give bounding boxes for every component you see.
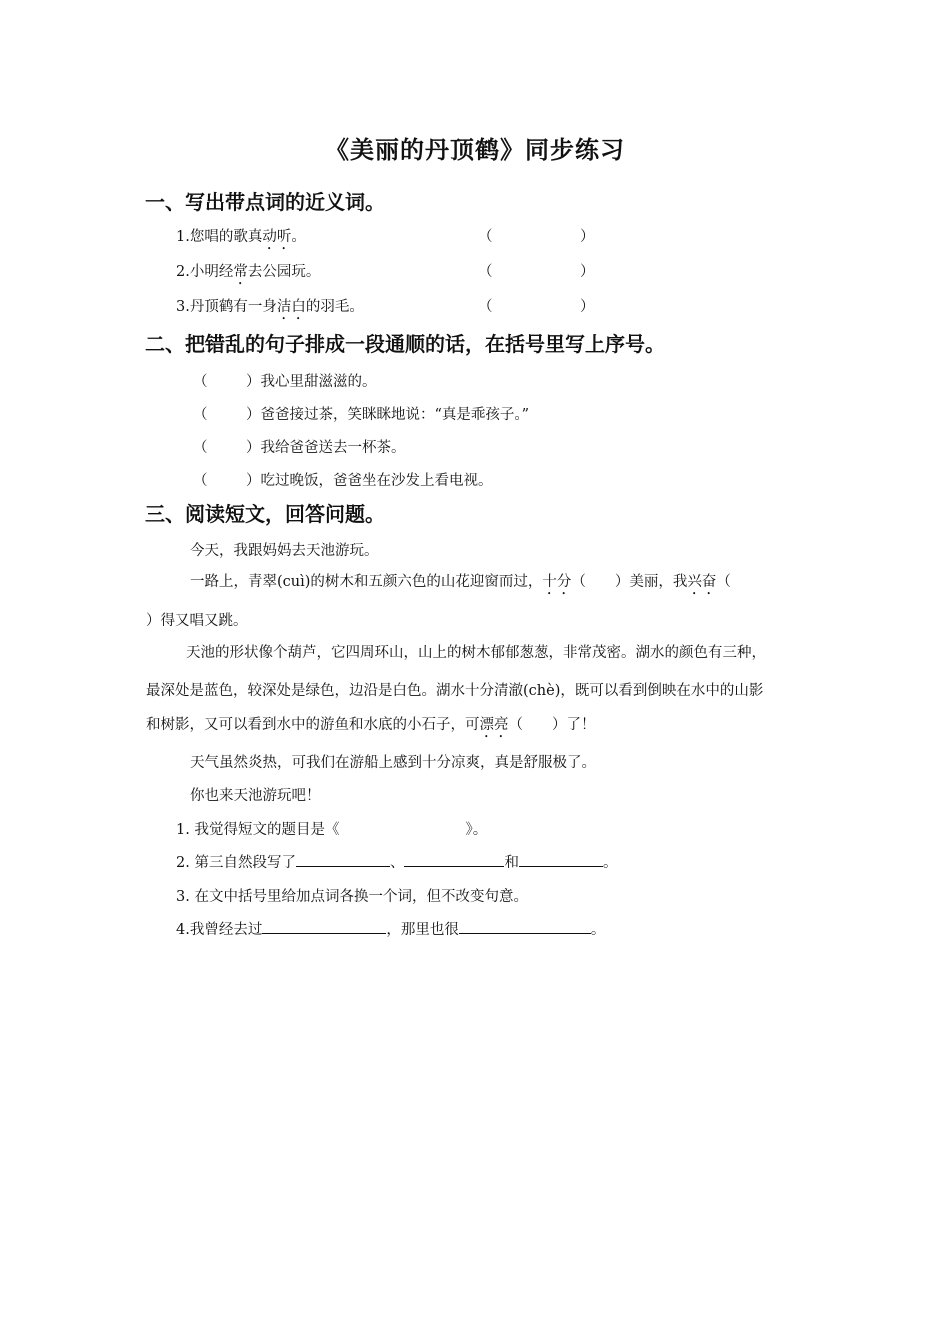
answer-paren-close: ） xyxy=(580,299,595,315)
order-paren-open: （ xyxy=(193,473,208,489)
passage-para-4: 天气虽然炎热，可我们在游船上感到十分凉爽，真是舒服极了。 xyxy=(190,755,596,771)
answer-blank[interactable] xyxy=(459,919,591,934)
answer-paren-open: （ xyxy=(478,299,493,315)
dotted-word: 十分 xyxy=(542,574,572,590)
answer-blank[interactable] xyxy=(262,919,386,934)
passage-para-3-line-1: 天池的形状像个葫芦，它四周环山，山上的树木郁郁葱葱，非常茂密。湖水的颜色有三种， xyxy=(186,645,766,661)
page-title: 《美丽的丹顶鹤》同步练习 xyxy=(325,136,625,164)
section1-item-3: 3.丹顶鹤有一身洁白的羽毛。 xyxy=(176,299,364,315)
passage-para-3-line-2: 最深处是蓝色，较深处是绿色，边沿是白色。湖水十分清澈(chè)，既可以看到倒映在水中的山影 xyxy=(146,683,764,699)
answer-paren-open: （ xyxy=(478,264,493,280)
order-paren-open: （ xyxy=(193,407,208,423)
question-3: 3. 在文中括号里给加点词各换一个词，但不改变句意。 xyxy=(176,889,528,905)
section1-item-2: 2.小明经常去公园玩。 xyxy=(176,264,321,280)
dotted-word: 洁白 xyxy=(276,299,306,315)
section2-item-4: ）吃过晚饭，爸爸坐在沙发上看电视。 xyxy=(246,473,493,489)
section2-item-2: ）爸爸接过茶，笑眯眯地说：“真是乖孩子。” xyxy=(246,407,530,423)
answer-paren-close: ） xyxy=(580,264,595,280)
answer-blank[interactable] xyxy=(296,852,390,867)
answer-blank[interactable] xyxy=(519,852,603,867)
section2-item-3: ）我给爸爸送去一杯茶。 xyxy=(246,440,406,456)
answer-paren-open: （ xyxy=(478,229,493,245)
section3-heading: 三、阅读短文，回答问题。 xyxy=(145,502,385,526)
passage-para-2-cont: ）得又唱又跳。 xyxy=(146,613,248,629)
section2-item-1: ）我心里甜滋滋的。 xyxy=(246,374,377,390)
dotted-word: 漂亮 xyxy=(479,717,509,733)
passage-para-3-line-3: 和树影，又可以看到水中的游鱼和水底的小石子，可漂亮（ ）了！ xyxy=(146,717,596,733)
question-1: 1. 我觉得短文的题目是《 》。 xyxy=(176,822,488,838)
section2-heading: 二、把错乱的句子排成一段通顺的话，在括号里写上序号。 xyxy=(145,332,665,356)
question-2: 2. 第三自然段写了 、 和 。 xyxy=(176,851,617,872)
dotted-word: 兴奋 xyxy=(687,574,717,590)
dotted-word: 动听 xyxy=(262,229,292,245)
section1-heading: 一、写出带点词的近义词。 xyxy=(145,190,385,214)
answer-paren-close: ） xyxy=(580,229,595,245)
answer-blank[interactable] xyxy=(404,852,504,867)
section1-item-1: 1.您唱的歌真动听。 xyxy=(176,229,306,245)
passage-para-1: 今天，我跟妈妈去天池游玩。 xyxy=(190,543,379,559)
order-paren-open: （ xyxy=(193,374,208,390)
passage-para-2: 一路上，青翠(cuì)的树木和五颜六色的山花迎窗而过，十分（ ）美丽，我兴奋（ xyxy=(190,574,731,590)
passage-para-5: 你也来天池游玩吧！ xyxy=(190,788,321,804)
order-paren-open: （ xyxy=(193,440,208,456)
question-4: 4.我曾经去过 ，那里也很 。 xyxy=(176,918,605,939)
dotted-word: 常 xyxy=(233,264,248,280)
